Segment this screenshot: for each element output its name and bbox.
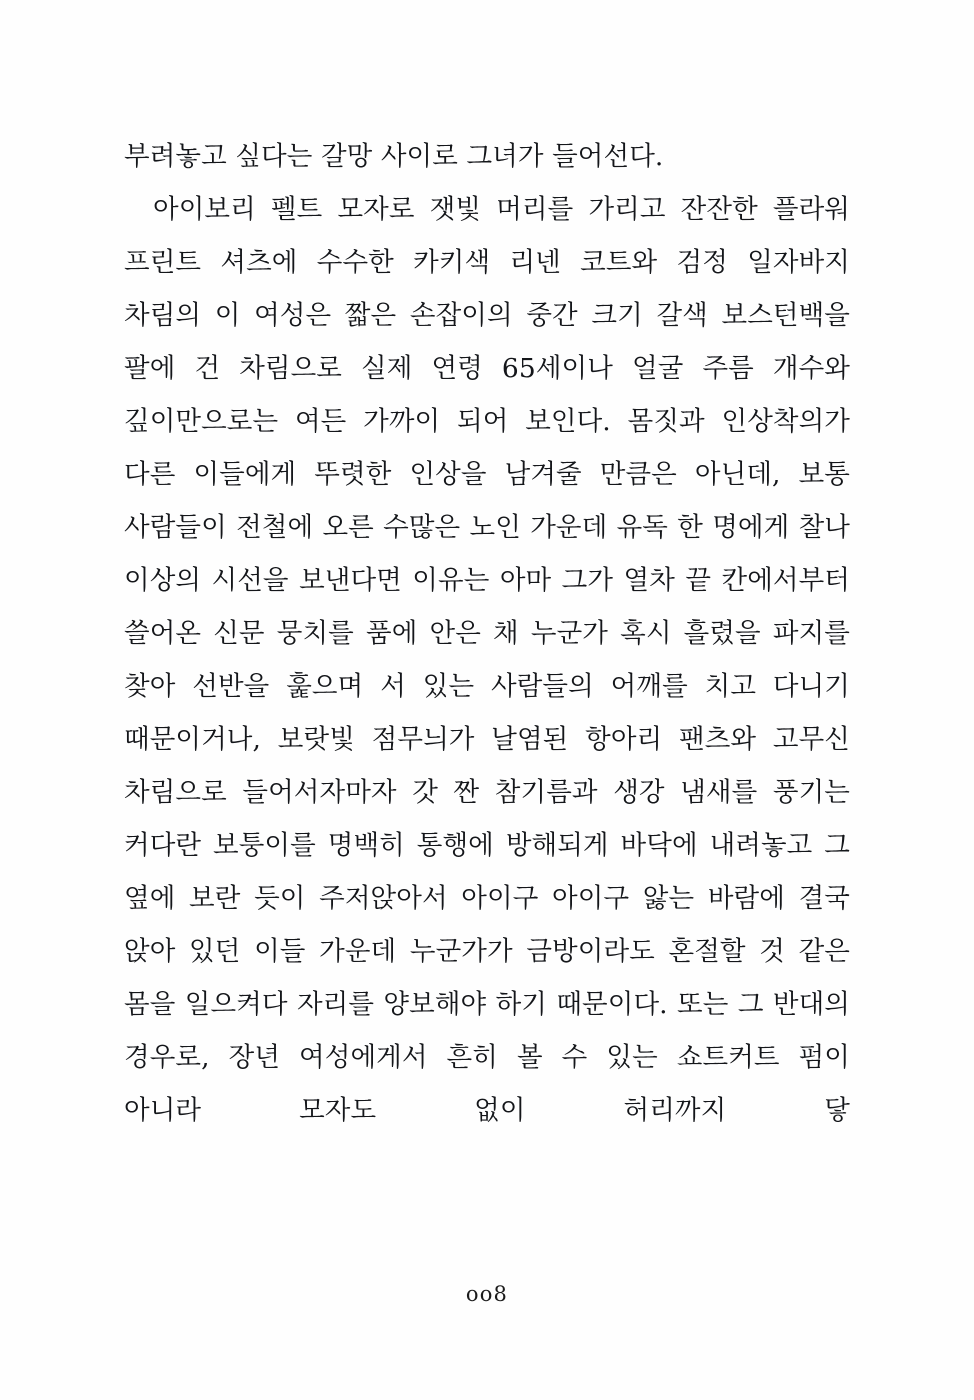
page-number: oo8	[465, 1282, 509, 1306]
paragraph: 아이보리 펠트 모자로 잿빛 머리를 가리고 잔잔한 플라워 프린트 셔츠에 수수한 카키색 리넨 코트와 검정 일자바지 차림의 이 여성은 짧은 손잡이의 중간 크기 갈색 보스턴백을 팔에 건 차림으로 실제 연령 65세이나 얼굴 주름 개수와 깊이만으로는 여든 가까이 되어 보인다. 몸짓과 인상착의가 다른 이들에게 뚜렷한 인상을 남겨줄 만큼은 아닌데, 보통 사람들이 전철에 오른 수많은 노인 가운데 유독 한 명에게 찰나 이상의 시선을 보낸다면 이유는 아마 그가 열차 끝 칸에서부터 쓸어온 신문 뭉치를 품에 안은 채 누군가 혹시 흘렸을 파지를 찾아 선반을 훑으며 서 있는 사람들의 어깨를 치고 다니기 때문이거나, 보랏빛 점무늬가 날염된 항아리 팬츠와 고무신 차림으로 들어서자마자 갓 짠 참기름과 생강 냄새를 풍기는 커다란 보퉁이를 명백히 통행에 방해되게 바닥에 내려놓고 그 옆에 보란 듯이 주저앉아서 아이구 아이구 앓는 바람에 결국 앉아 있던 이들 가운데 누군가가 금방이라도 혼절할 것 같은 몸을 일으켜다 자리를 양보해야 하기 때문이다. 또는 그 반대의 경우로, 장년 여성에게서 흔히 볼 수 있는 쇼트커트 펌이 아니라 모자도 없이 허리까지 닿	[124, 194, 850, 1126]
body-text	[124, 130, 850, 1190]
paragraph: 부려놓고 싶다는 갈망 사이로 그녀가 들어선다.	[124, 141, 664, 172]
